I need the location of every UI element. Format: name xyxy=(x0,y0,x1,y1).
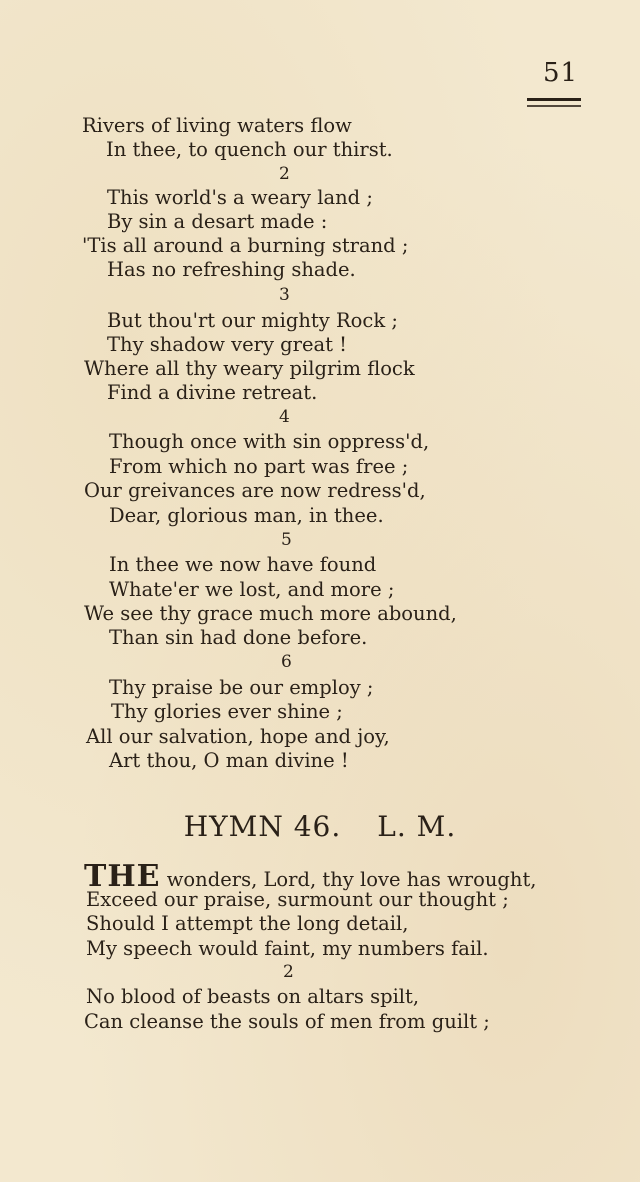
verse-line: Where all thy weary pilgrim flock xyxy=(84,357,415,380)
hymn-number: HYMN 46. xyxy=(183,810,342,843)
verse-line: This world's a weary land ; xyxy=(107,186,373,209)
stanza-number: 4 xyxy=(279,407,290,427)
verse-line: Art thou, O man divine ! xyxy=(109,749,349,772)
hymn-title xyxy=(0,810,640,843)
header-rule-thin xyxy=(527,105,581,107)
verse-line: We see thy grace much more abound, xyxy=(84,602,457,625)
verse-line: No blood of beasts on altars spilt, xyxy=(86,985,420,1008)
verse-line: Find a divine retreat. xyxy=(107,381,318,404)
stanza-number: 5 xyxy=(281,530,292,550)
verse-line: Can cleanse the souls of men from guilt ; xyxy=(84,1010,490,1033)
verse-line: Thy praise be our employ ; xyxy=(109,676,374,699)
verse-line: 'Tis all around a burning strand ; xyxy=(82,234,409,257)
verse-line: Thy glories ever shine ; xyxy=(111,700,343,723)
stanza-number: 2 xyxy=(279,164,290,184)
stanza-number: 6 xyxy=(281,652,292,672)
verse-line: All our salvation, hope and joy, xyxy=(86,725,390,748)
verse-line: Our greivances are now redress'd, xyxy=(84,479,426,502)
verse-line: Though once with sin oppress'd, xyxy=(109,430,430,453)
verse-line: Has no refreshing shade. xyxy=(107,258,356,281)
dropcap: THE xyxy=(84,859,161,894)
verse-line: Exceed our praise, surmount our thought ; xyxy=(86,888,509,911)
stanza-number: 2 xyxy=(283,962,294,982)
header-rule xyxy=(527,98,581,101)
verse-line: Than sin had done before. xyxy=(109,626,368,649)
verse-line: By sin a desart made : xyxy=(107,210,328,233)
hymn-meter: L. M. xyxy=(377,810,457,843)
page-number: 51 xyxy=(543,58,579,88)
verse-line: My speech would faint, my numbers fail. xyxy=(86,937,489,960)
verse-line: From which no part was free ; xyxy=(109,455,409,478)
verse-line: Should I attempt the long detail, xyxy=(86,912,409,935)
verse-line: Rivers of living waters flow xyxy=(82,114,352,137)
verse-line: In thee, to quench our thirst. xyxy=(106,138,393,161)
verse-line: Dear, glorious man, in thee. xyxy=(109,504,384,527)
stanza-number: 3 xyxy=(279,285,290,305)
verse-line: Whate'er we lost, and more ; xyxy=(109,578,395,601)
verse-line: But thou'rt our mighty Rock ; xyxy=(107,309,398,332)
verse-line: Thy shadow very great ! xyxy=(107,333,348,356)
verse-line-rest: wonders, Lord, thy love has wrought, xyxy=(160,868,537,891)
verse-line: In thee we now have found xyxy=(109,553,377,576)
